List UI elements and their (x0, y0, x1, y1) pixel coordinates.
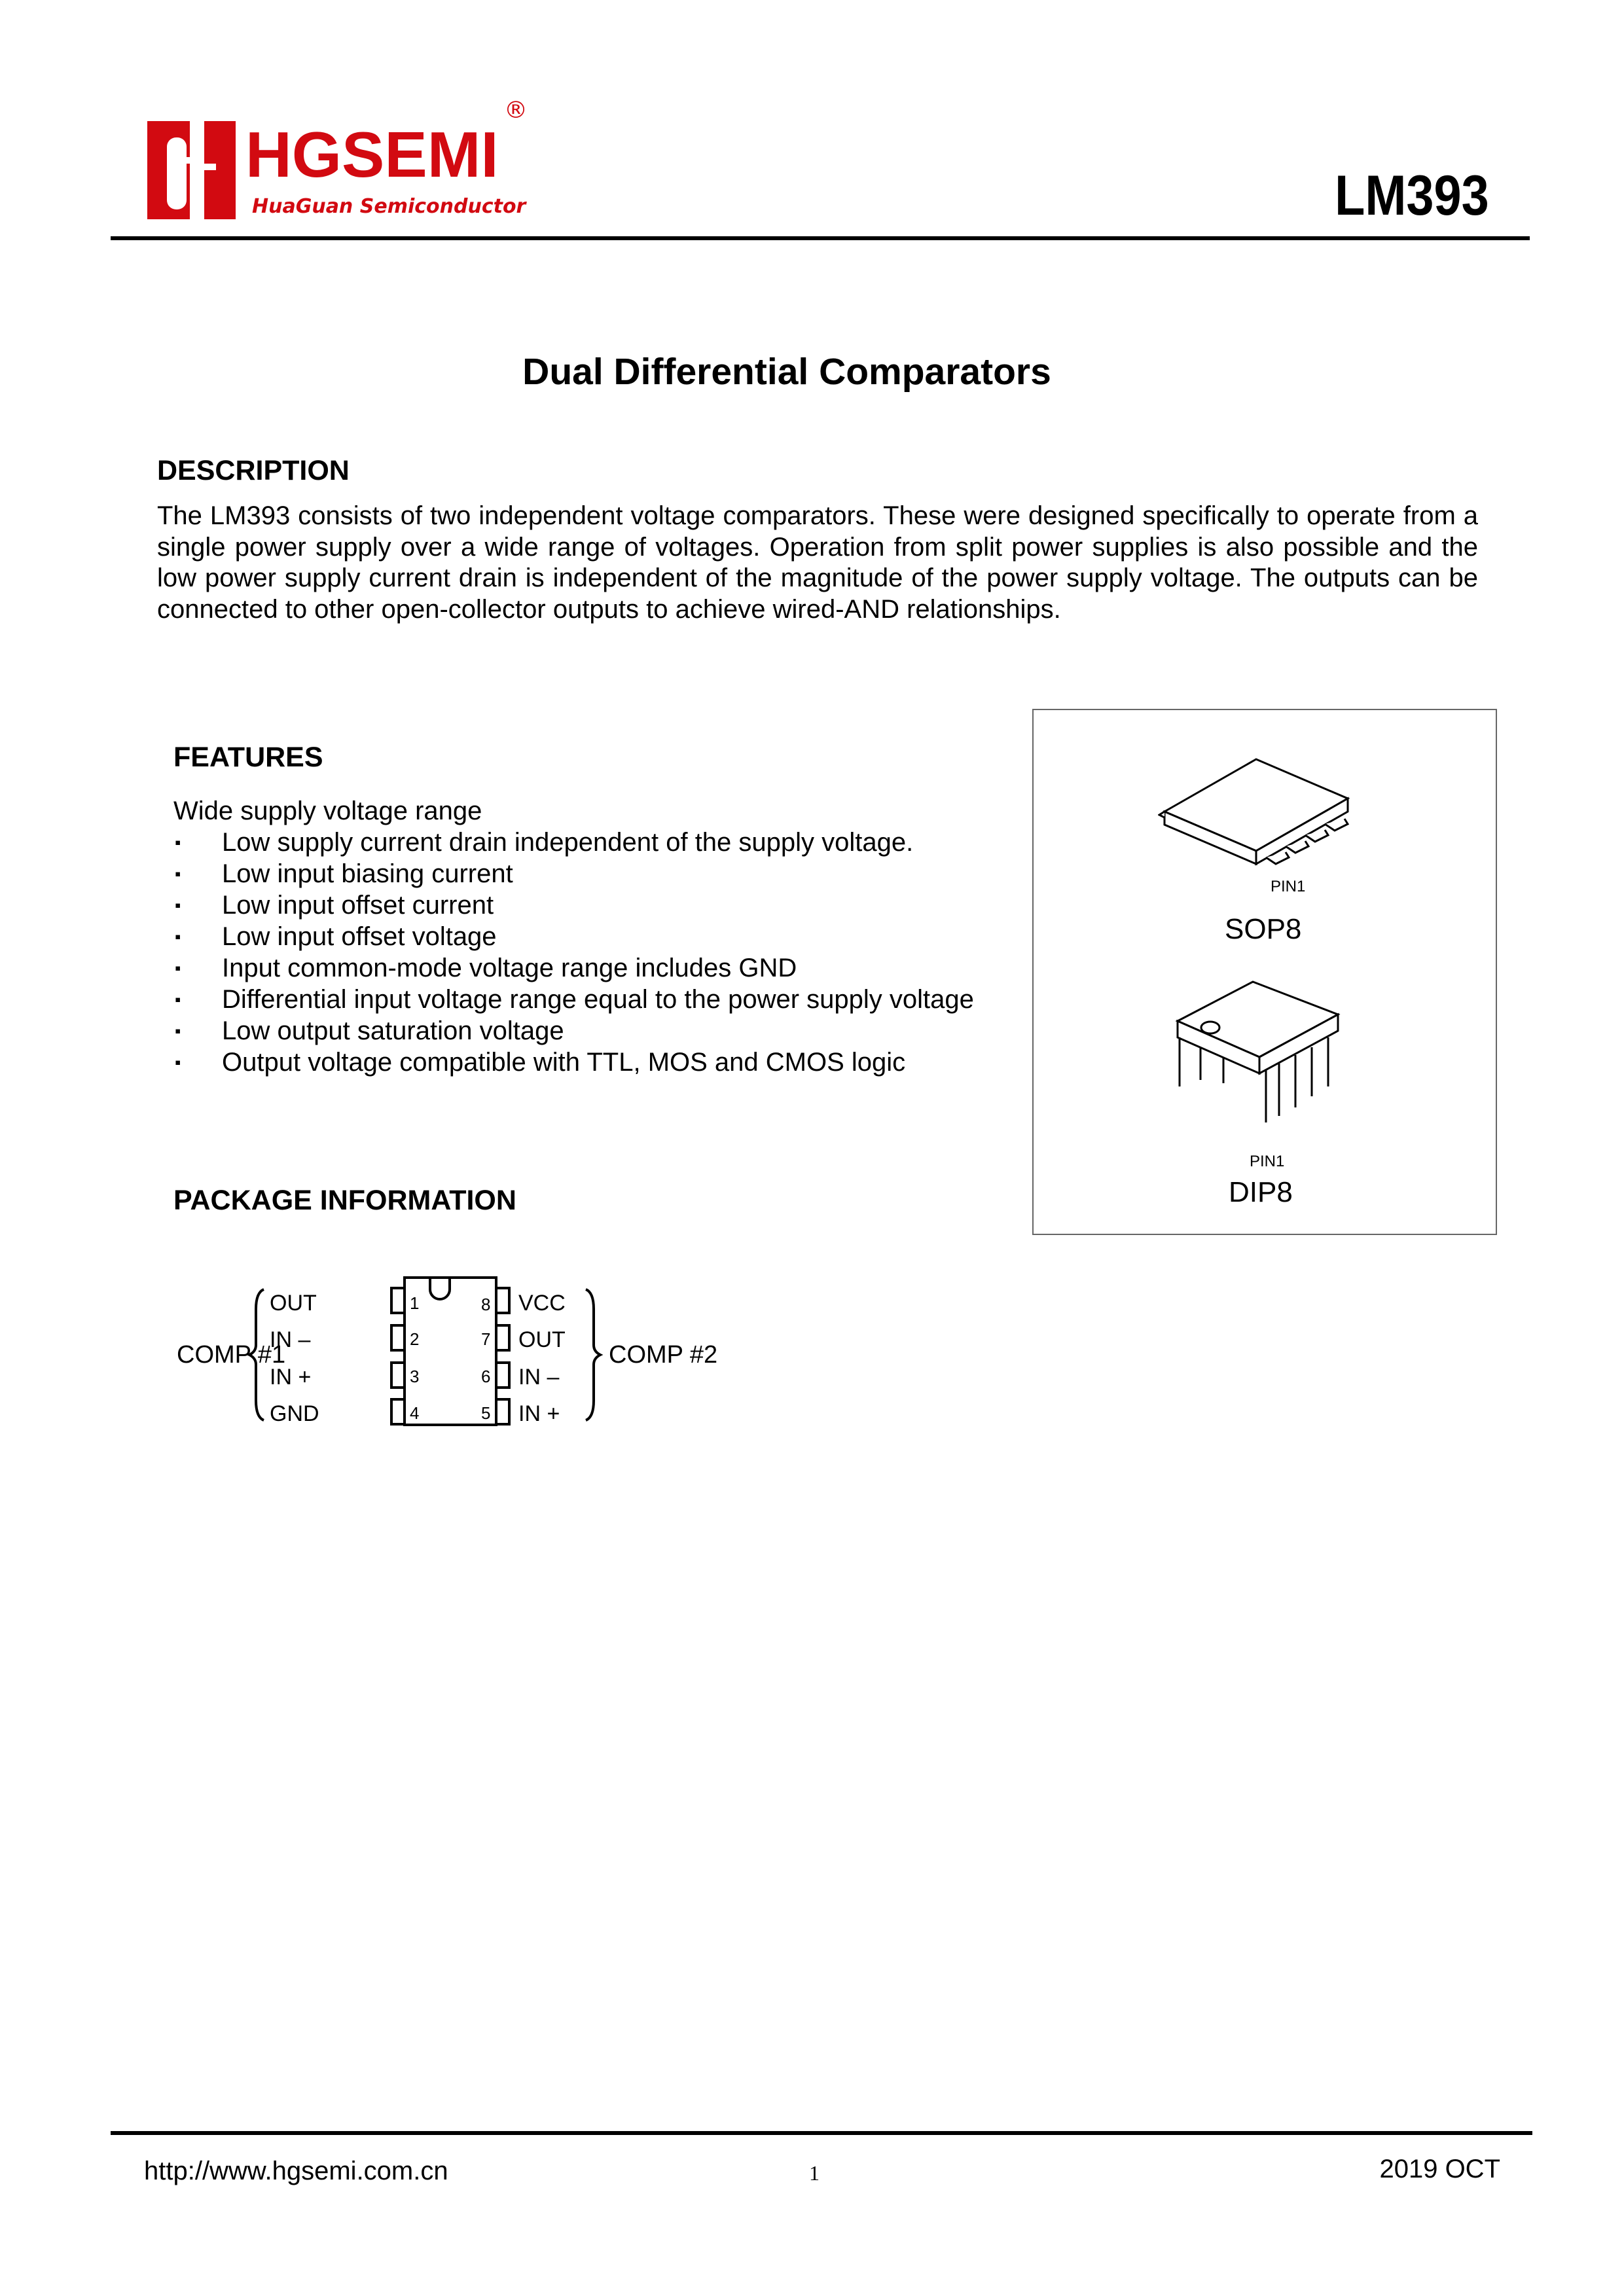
pin-name: IN – (270, 1327, 311, 1352)
hgsemi-logo (147, 98, 533, 223)
features-heading: FEATURES (173, 742, 323, 773)
comp2-label: COMP #2 (609, 1341, 718, 1369)
feature-text: Low input biasing current (222, 859, 513, 888)
footer-date: 2019 OCT (1379, 2155, 1500, 2183)
feature-item (173, 984, 974, 1015)
feature-text: Low input offset voltage (222, 922, 497, 951)
features-list (173, 795, 974, 1078)
feature-item (173, 952, 974, 984)
dip8-label: DIP8 (1229, 1176, 1293, 1208)
description-heading: DESCRIPTION (157, 455, 350, 486)
feature-item (173, 1015, 974, 1047)
pin-name: GND (270, 1401, 319, 1426)
feature-text: Output voltage compatible with TTL, MOS and CMOS logic (222, 1048, 906, 1077)
sop8-label: SOP8 (1225, 913, 1302, 945)
feature-item (173, 827, 974, 858)
left-pin-numbers (410, 1293, 419, 1423)
part-number: LM393 (1335, 164, 1489, 227)
pin-name: OUT (270, 1291, 317, 1316)
footer-url-link[interactable]: http://www.hgsemi.com.cn (144, 2157, 448, 2185)
logo-subtitle: HuaGuan Semiconductor (252, 195, 526, 218)
pin-number: 5 (481, 1403, 491, 1423)
sop8-package-image (1158, 740, 1354, 870)
pin-name: IN + (270, 1365, 312, 1390)
pinout-diagram (177, 1263, 733, 1433)
header-rule (111, 236, 1530, 240)
logo-text: HGSEMI (245, 118, 499, 190)
bullet-icon: ▪ (175, 927, 181, 946)
pin-number: 4 (410, 1403, 420, 1423)
feature-item (173, 1047, 974, 1078)
right-pin-numbers (481, 1295, 490, 1423)
package-information-heading: PACKAGE INFORMATION (173, 1185, 516, 1216)
page-number: 1 (809, 2161, 820, 2185)
feature-text: Low supply current drain independent of the supply voltage. (222, 828, 914, 857)
description-text: The LM393 consists of two independent voltage comparators. These were designed specifically to operate from a single power supply over a wide range of voltages. Operation from split power supplies is also possible and the low power supply current drain is independent of the magnitude of the power supply voltage. The outputs can be connected to other open-collector outputs to achieve wired-AND relationships. (157, 501, 1478, 624)
pin-number: 3 (410, 1367, 420, 1386)
bullet-icon: ▪ (175, 1052, 181, 1072)
comp1-label: COMP #1 (177, 1341, 286, 1369)
footer-rule (111, 2131, 1532, 2135)
sop8-pin1-label: PIN1 (1271, 878, 1306, 895)
pin-name: VCC (518, 1291, 566, 1316)
pin-name: IN – (518, 1365, 560, 1390)
bullet-icon: ▪ (175, 990, 181, 1009)
bullet-icon: ▪ (175, 1021, 181, 1041)
bullet-icon: ▪ (175, 895, 181, 915)
right-pin-names (518, 1291, 566, 1426)
dip8-package-image (1174, 975, 1344, 1132)
dip8-pin1-label: PIN1 (1250, 1153, 1285, 1170)
page-title: Dual Differential Comparators (522, 351, 1051, 393)
pin-number: 2 (410, 1329, 420, 1349)
pin-number: 7 (481, 1329, 491, 1349)
pin-number: 6 (481, 1367, 491, 1386)
bullet-icon: ▪ (175, 833, 181, 852)
feature-item (173, 858, 974, 889)
features-intro: Wide supply voltage range (173, 797, 482, 825)
pin-number: 1 (410, 1293, 420, 1313)
bullet-icon: ▪ (175, 864, 181, 884)
pin-name: OUT (518, 1327, 566, 1352)
bullet-icon: ▪ (175, 958, 181, 978)
package-images-box (1032, 709, 1497, 1235)
feature-item (173, 921, 974, 952)
feature-item (173, 889, 974, 921)
feature-text: Low input offset current (222, 891, 494, 920)
pin-name: IN + (518, 1401, 560, 1426)
feature-text: Differential input voltage range equal to the power supply voltage (222, 985, 974, 1014)
registered-mark: ® (504, 98, 528, 124)
feature-text: Low output saturation voltage (222, 1016, 564, 1045)
comp2-brace (586, 1289, 600, 1420)
pin-number: 8 (481, 1295, 491, 1314)
feature-text: Input common-mode voltage range includes GND (222, 954, 797, 982)
